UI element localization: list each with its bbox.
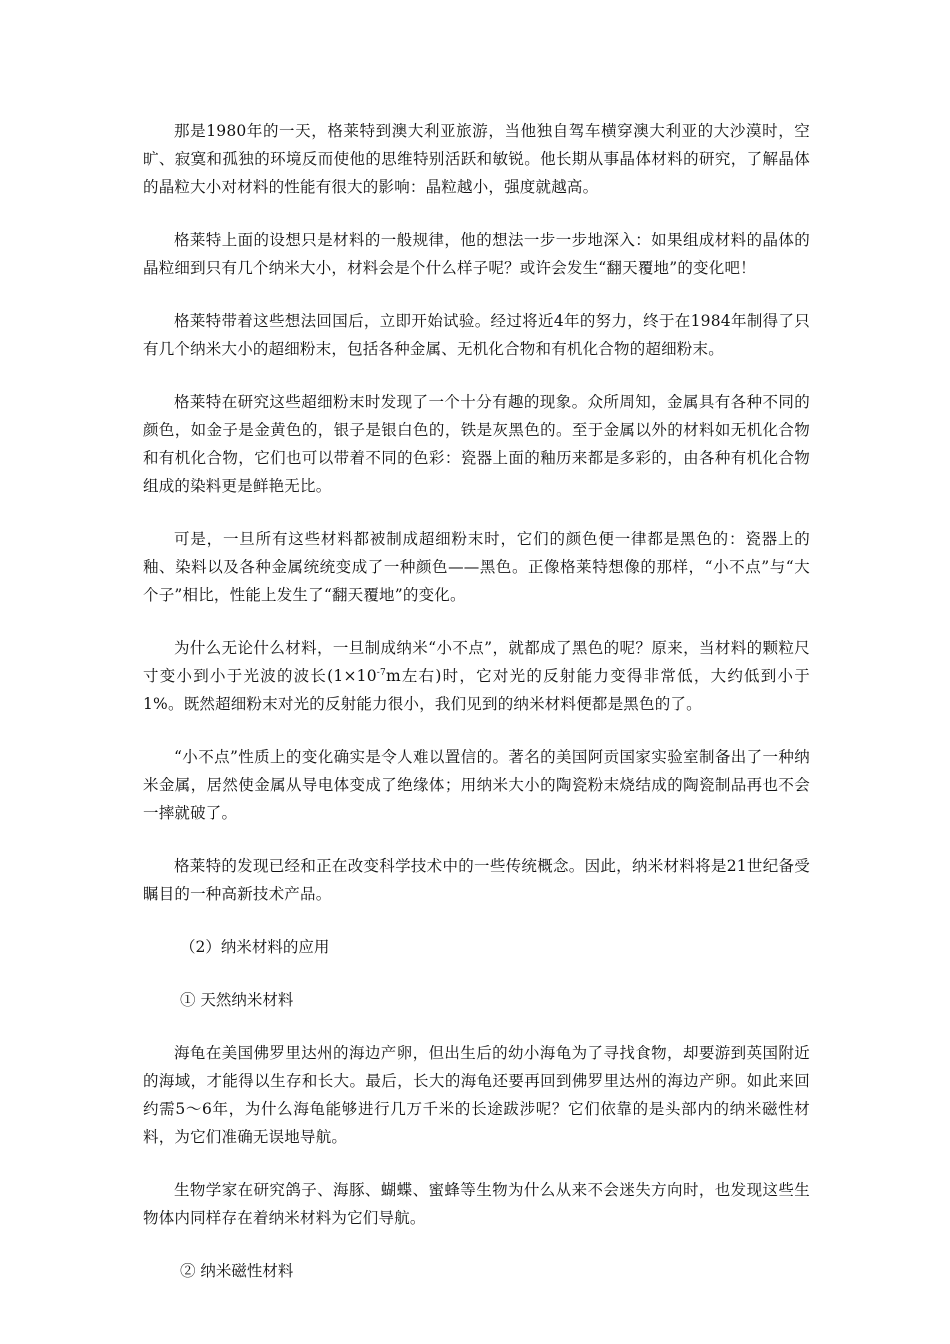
document-body (143, 117, 810, 1310)
paragraph-7: “小不点”性质上的变化确实是令人难以置信的。著名的美国阿贡国家实验室制备出了一种纳米金属，居然使金属从导电体变成了绝缘体；用纳米大小的陶瓷粉末烧结成的陶瓷制品再也不会一摔就破了。 (143, 748, 810, 822)
paragraph-5: 可是，一旦所有这些材料都被制成超细粉末时，它们的颜色便一律都是黑色的：瓷器上的釉、染料以及各种金属统统变成了一种颜色——黑色。正像格莱特想像的那样，“小不点”与“大个子”相比，性能上发生了“翻天覆地”的变化。 (143, 530, 810, 604)
subsection-heading-natural: ① 天然纳米材料 (180, 991, 294, 1009)
paragraph-6-text-before: 为什么无论什么材料，一旦制成纳米“小不点”，就都成了黑色的呢？原来，当材料的颗粒尺寸变小到小于光波的波长(1×10 (143, 639, 810, 685)
paragraph-1: 那是1980年的一天，格莱特到澳大利亚旅游，当他独自驾车横穿澳大利亚的大沙漠时，空旷、寂寞和孤独的环境反而使他的思维特别活跃和敏锐。他长期从事晶体材料的研究，了解晶体的晶粒大小对材料的性能有很大的影响：晶粒越小，强度就越高。 (143, 122, 810, 196)
paragraph-8: 格莱特的发现已经和正在改变科学技术中的一些传统概念。因此，纳米材料将是21世纪备受瞩目的一种高新技术产品。 (143, 857, 810, 903)
paragraph-10: 生物学家在研究鸽子、海豚、蝴蝶、蜜蜂等生物为什么从来不会迷失方向时，也发现这些生物体内同样存在着纳米材料为它们导航。 (143, 1181, 810, 1227)
paragraph-3: 格莱特带着这些想法回国后，立即开始试验。经过将近4年的努力，终于在1984年制得了只有几个纳米大小的超细粉末，包括各种金属、无机化合物和有机化合物的超细粉末。 (143, 312, 810, 358)
exponent: -7 (376, 667, 386, 678)
paragraph-6 (143, 634, 810, 718)
paragraph-9: 海龟在美国佛罗里达州的海边产卵，但出生后的幼小海龟为了寻找食物，却要游到英国附近的海域，才能得以生存和长大。最后，长大的海龟还要再回到佛罗里达州的海边产卵。如此来回约需5～6年，为什么海龟能够进行几万千米的长途跋涉呢？它们依靠的是头部内的纳米磁性材料，为它们准确无误地导航。 (143, 1044, 810, 1146)
subsection-heading-magnetic: ② 纳米磁性材料 (180, 1262, 294, 1280)
paragraph-4: 格莱特在研究这些超细粉末时发现了一个十分有趣的现象。众所周知，金属具有各种不同的颜色，如金子是金黄色的，银子是银白色的，铁是灰黑色的。至于金属以外的材料如无机化合物和有机化合物，它们也可以带着不同的色彩：瓷器上面的釉历来都是多彩的，由各种有机化合物组成的染料更是鲜艳无比。 (143, 393, 810, 495)
paragraph-2: 格莱特上面的设想只是材料的一般规律，他的想法一步一步地深入：如果组成材料的晶体的晶粒细到只有几个纳米大小，材料会是个什么样子呢？或许会发生“翻天覆地”的变化吧！ (143, 231, 810, 277)
section-heading-applications: （2）纳米材料的应用 (180, 938, 330, 956)
paragraph-6-text-after: m左右)时，它对光的反射能力变得非常低，大约低到小于1%。既然超细粉末对光的反射能力很小，我们见到的纳米材料便都是黑色的了。 (143, 667, 810, 713)
